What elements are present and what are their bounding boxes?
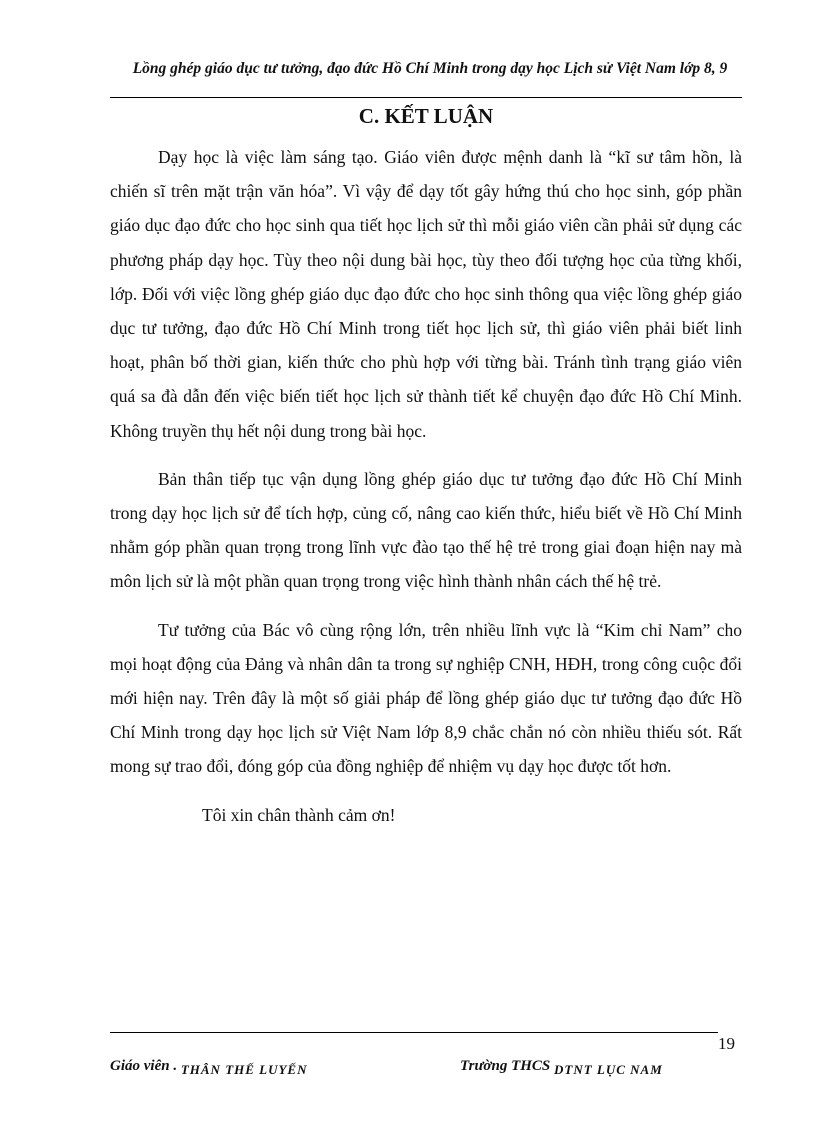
teacher-label: Giáo viên . [110,1058,178,1074]
school-name: DTNT LỤC NAM [554,1062,663,1077]
header-divider [110,97,742,98]
paragraph-2: Bản thân tiếp tục vận dụng lồng ghép giáo dục tư tưởng đạo đức Hồ Chí Minh trong dạy học lịch sử để tích hợp, củng cố, nâng cao kiến thức, hiểu biết về Hồ Chí Minh nhằm góp phần quan trọng trong lĩnh vực đào tạo thế hệ trẻ trong giai đoạn hiện nay mà môn lịch sử là một phần quan trọng trong việc hình thành nhân cách thế hệ trẻ. [110,468,742,592]
header-title: Lồng ghép giáo dục tư tưởng, đạo đức Hồ Chí Minh trong dạy học Lịch sử Việt Nam lớp 8, 9 [132,60,728,77]
body-text [110,140,742,846]
footer-school [460,1058,663,1075]
section-heading: C. KẾT LUẬN [358,104,494,128]
footer-teacher [110,1058,308,1075]
page-number: 19 [718,1034,735,1053]
paragraph-3: Tư tưởng của Bác vô cùng rộng lớn, trên nhiều lĩnh vực là “Kim chỉ Nam” cho mọi hoạt động của Đảng và nhân dân ta trong sự nghiệp CNH, HĐH, trong công cuộc đổi mới hiện nay. Trên đây là một số giải pháp để lồng ghép giáo dục tư tưởng đạo đức Hồ Chí Minh trong dạy học lịch sử Việt Nam lớp 8,9 chắc chắn nó còn nhiều thiếu sót. Rất mong sự trao đổi, đóng góp của đồng nghiệp để nhiệm vụ dạy học được tốt hơn. [110,619,742,777]
school-label: Trường THCS [460,1058,551,1074]
closing-line: Tôi xin chân thành cảm ơn! [202,804,396,825]
paragraph-1: Dạy học là việc làm sáng tạo. Giáo viên được mệnh danh là “kĩ sư tâm hồn, là chiến sĩ trên mặt trận văn hóa”. Vì vậy để dạy tốt gây hứng thú cho học sinh, góp phần giáo dục đạo đức cho học sinh qua tiết học lịch sử thì mỗi giáo viên cần phải sử dụng các phương pháp dạy học. Tùy theo nội dung bài học, tùy theo đối tượng học của từng khối, lớp. Đối với việc lồng ghép giáo dục đạo đức cho học sinh thông qua việc lồng ghép giáo dục tư tưởng, đạo đức Hồ Chí Minh trong tiết học lịch sử, thì giáo viên phải biết linh hoạt, phân bố thời gian, kiến thức cho phù hợp với từng bài. Tránh tình trạng giáo viên quá sa đà dẫn đến việc biến tiết học lịch sử thành tiết kể chuyện đạo đức Hồ Chí Minh. Không truyền thụ hết nội dung trong bài học. [110,147,742,441]
footer-divider [110,1032,718,1033]
teacher-name: THÂN THẾ LUYẾN [180,1062,308,1077]
